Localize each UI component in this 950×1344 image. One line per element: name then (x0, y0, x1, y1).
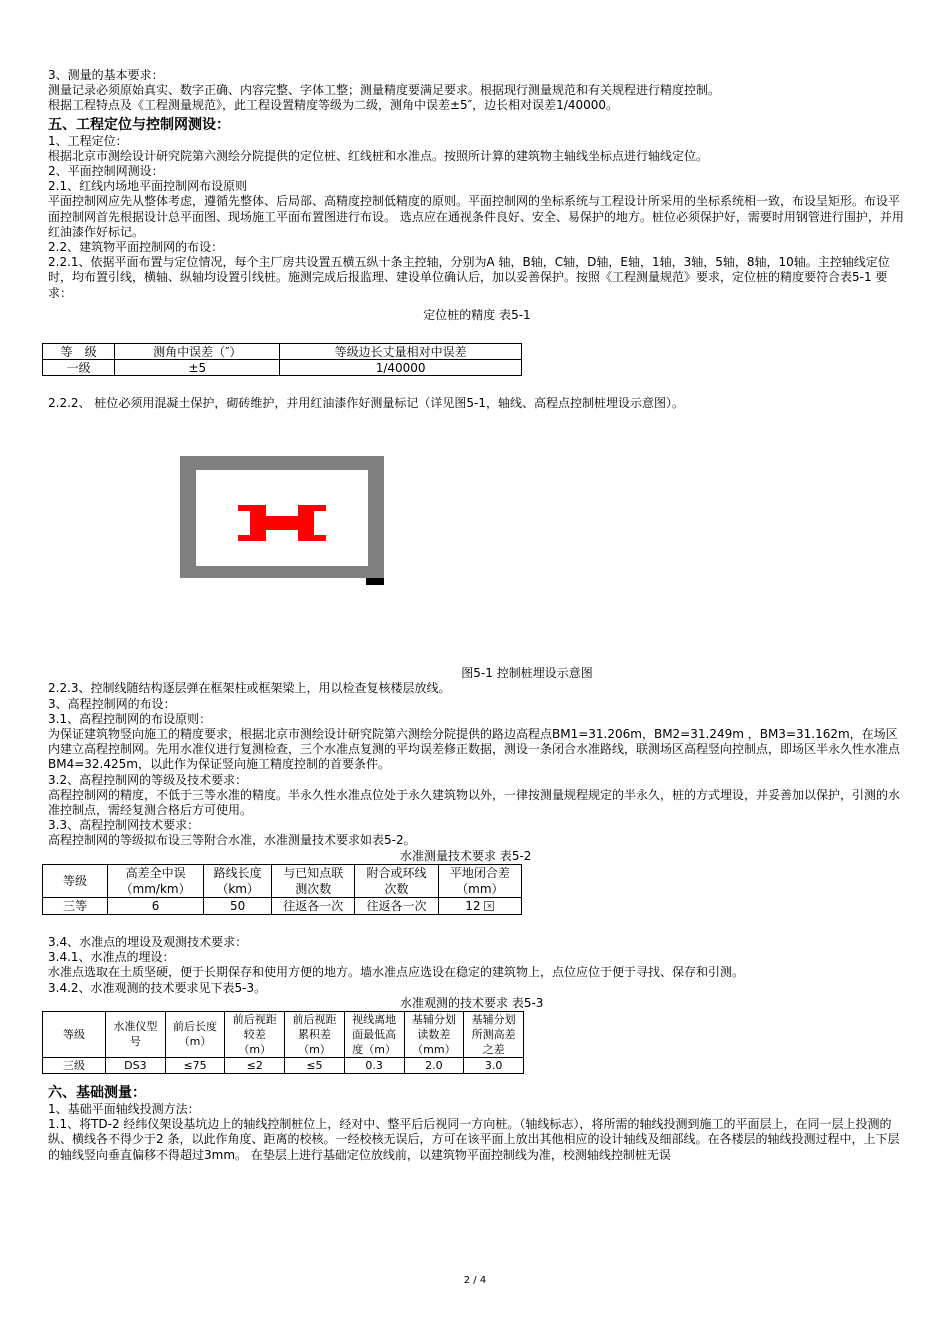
para: 2.2.3、控制线随结构逐层弹在框架柱或框架梁上，用以检查复核楼层放线。 (48, 681, 451, 696)
para: 3、高程控制网的布设： (48, 696, 176, 711)
para: 水准点选取在土质坚硬，便于长期保存和使用方便的地方。墙水准点应选设在稳定的建筑物上，点位应位于便于寻找、保存和引测。 (48, 965, 745, 980)
table-header-cell: 等 级 (43, 344, 115, 360)
section-heading-6: 六、基础测量： (48, 1084, 146, 1101)
table-header-cell: 前后视距 较差 （m） (225, 1011, 285, 1057)
para: 1.1、将TD-2 经纬仪架设基坑边上的轴线控制桩位上，经对中、整平后后视同一方向桩。（轴线标志），将所需的轴线投测到施工的平面层上，在同一层上投测的纵、横线各不得少于2 条，以此作角度、距离的校核。一经校核无误后，方可在该平面上放出其他相应的设计轴线及细部线。在各楼层的轴线投测过程中，上下层的轴线竖向垂直偏移不得超过3mm。 在垫层上进行基础定位放线前，以建筑物平面控制线为准，校测轴线控制桩无误 (48, 1117, 900, 1162)
table-5-3 (42, 1011, 524, 1074)
para: 高程控制网的精度，不低于三等水准的精度。半永久性水准点位处于永久建筑物以外，一律按测量规程规定的半永久，桩的方式埋设，并妥善加以保护，引测的水准控制点，需经复测合格后方可使用。 (48, 787, 901, 818)
table-cell: 三级 (43, 1057, 106, 1073)
table-cell: ±5 (115, 360, 280, 376)
table-header-cell: 路线长度 （km） (204, 864, 272, 897)
figure-caption-5-1: 图5-1 控制桩埋设示意图 (461, 666, 593, 681)
broken-image-icon: × (484, 901, 494, 911)
para: 3.4.1、水准点的埋设： (48, 950, 175, 965)
table-cell: ≤75 (165, 1057, 225, 1073)
para: 根据北京市测绘设计研究院第六测绘分院提供的定位桩、红线桩和水准点。按照所计算的建筑物主轴线坐标点进行轴线定位。 (48, 148, 709, 163)
table-cell: 2.0 (404, 1057, 464, 1073)
table-cell: 三等 (43, 897, 108, 914)
table-cell: ≤5 (285, 1057, 345, 1073)
table-caption-5-1: 定位桩的精度 表5-1 (423, 307, 531, 322)
table-cell: 0.3 (344, 1057, 404, 1073)
table-cell: 3.0 (464, 1057, 524, 1073)
para: 测量记录必须原始真实、数字正确、内容完整、字体工整；测量精度要满足要求。根据现行测量规范和有关规程进行精度控制。 (48, 83, 721, 98)
para: 根据工程特点及《工程测量规范》，此工程设置精度等级为二级，测角中误差±5″，边长相对误差1/40000。 (48, 98, 619, 113)
section-heading-5: 五、工程定位与控制网测设： (48, 116, 230, 133)
table-cell: ≤2 (225, 1057, 285, 1073)
table-caption-5-2: 水准测量技术要求 表5-2 (400, 848, 532, 863)
table-cell: 50 (204, 897, 272, 914)
table-header-cell: 等级 (43, 1011, 106, 1057)
table-caption-5-3: 水准观测的技术要求 表5-3 (400, 995, 544, 1010)
table-header-cell: 附合或环线 次数 (355, 864, 438, 897)
table-cell: 12 (465, 898, 481, 913)
para: 平面控制网应先从整体考虑，遵循先整体、后局部、高精度控制低精度的原则。平面控制网的坐标系统与工程设计所采用的坐标系统相一致，布设呈矩形。布设平面控制网首先根据设计总平面图、现场施工平面布置图进行布设。 选点应在通视条件良好、安全、易保护的地方。桩位必须保护好，需要时用钢管进行围护，并用红油漆作好标记。 (48, 194, 904, 239)
page-number: 2 / 4 (463, 1275, 487, 1286)
table-header-cell: 测角中误差（″） (115, 344, 280, 360)
table-cell: 1/40000 (280, 360, 522, 376)
table-cell: 往返各一次 (272, 897, 355, 914)
para: 3.2、高程控制网的等级及技术要求： (48, 772, 248, 787)
table-header-cell: 基辅分划 所测高差 之差 (464, 1011, 524, 1057)
table-cell: DS3 (106, 1057, 166, 1073)
table-header-cell: 等级边长丈量相对中误差 (280, 344, 522, 360)
para: 为保证建筑物竖向施工的精度要求，根据北京市测绘设计研究院第六测绘分院提供的路边高程点BM1=31.206m，BM2=31.249m ，BM3=31.162m，在场区内建立高程控制网。先用水准仪进行复测检查，三个水准点复测的平均误差修正数据，测设一条闭合水准路线，联测场区高程竖向控制点，即场区半永久性水准点BM4=32.425m，以此作为保证竖向施工精度控制的首要条件。 (48, 727, 901, 772)
para: 2.1、红线内场地平面控制网布设原则 (48, 179, 248, 194)
table-header-cell: 前后视距 累积差 （m） (285, 1011, 345, 1057)
para: 3.4、水准点的埋设及观测技术要求： (48, 934, 248, 949)
page-content (48, 68, 906, 1163)
para: 3.3、高程控制网技术要求： (48, 818, 200, 833)
table-cell-closure (438, 897, 521, 914)
para: 1、基础平面轴线投测方法： (48, 1101, 200, 1116)
table-header-cell: 水准仪型 号 (106, 1011, 166, 1057)
para: 3.1、高程控制网的布设原则： (48, 711, 212, 726)
para: 1、工程定位： (48, 133, 128, 148)
table-header-cell: 基辅分划 读数差 （mm） (404, 1011, 464, 1057)
table-header-cell: 前后长度 （m） (165, 1011, 225, 1057)
para: 2、平面控制网测设： (48, 164, 164, 179)
table-header-cell: 等级 (43, 864, 108, 897)
table-header-cell: 高差全中误 （mm/km） (108, 864, 204, 897)
table-cell: 一级 (43, 360, 115, 376)
para: 3、测量的基本要求： (48, 68, 164, 82)
control-pile-marker-icon (236, 503, 328, 543)
para: 2.2.2、 桩位必须用混凝土保护，砌砖维护，并用红油漆作好测量标记（详见图5-1，轴线、高程点控制桩埋设示意图）。 (48, 396, 684, 411)
para: 高程控制网的等级拟布设三等附合水准，水准测量技术要求如表5-2。 (48, 833, 416, 848)
control-pile-figure (48, 411, 906, 666)
table-header-cell: 平地闭合差 （mm） (438, 864, 521, 897)
table-5-1 (42, 343, 522, 376)
table-5-2 (42, 864, 522, 915)
table-cell: 6 (108, 897, 204, 914)
para: 2.2、建筑物平面控制网的布设： (48, 240, 224, 255)
table-cell: 往返各一次 (355, 897, 438, 914)
para: 2.2.1、依据平面布置与定位情况，每个主厂房共设置五横五纵十条主控轴，分别为A 轴，B轴，C轴，D轴，E轴，1轴，3轴，5轴，8轴，10轴。主控轴线定位时，均布置引线，横轴、纵轴均设置引线桩。施测完成后报监理、建设单位确认后，加以妥善保护。按照《工程测量规范》要求，定位桩的精度要符合表5-1 要求： (48, 255, 890, 300)
table-header-cell: 与已知点联 测次数 (272, 864, 355, 897)
table-header-cell: 视线离地 面最低高 度（m） (344, 1011, 404, 1057)
para: 3.4.2、水准观测的技术要求见下表5-3。 (48, 980, 267, 995)
